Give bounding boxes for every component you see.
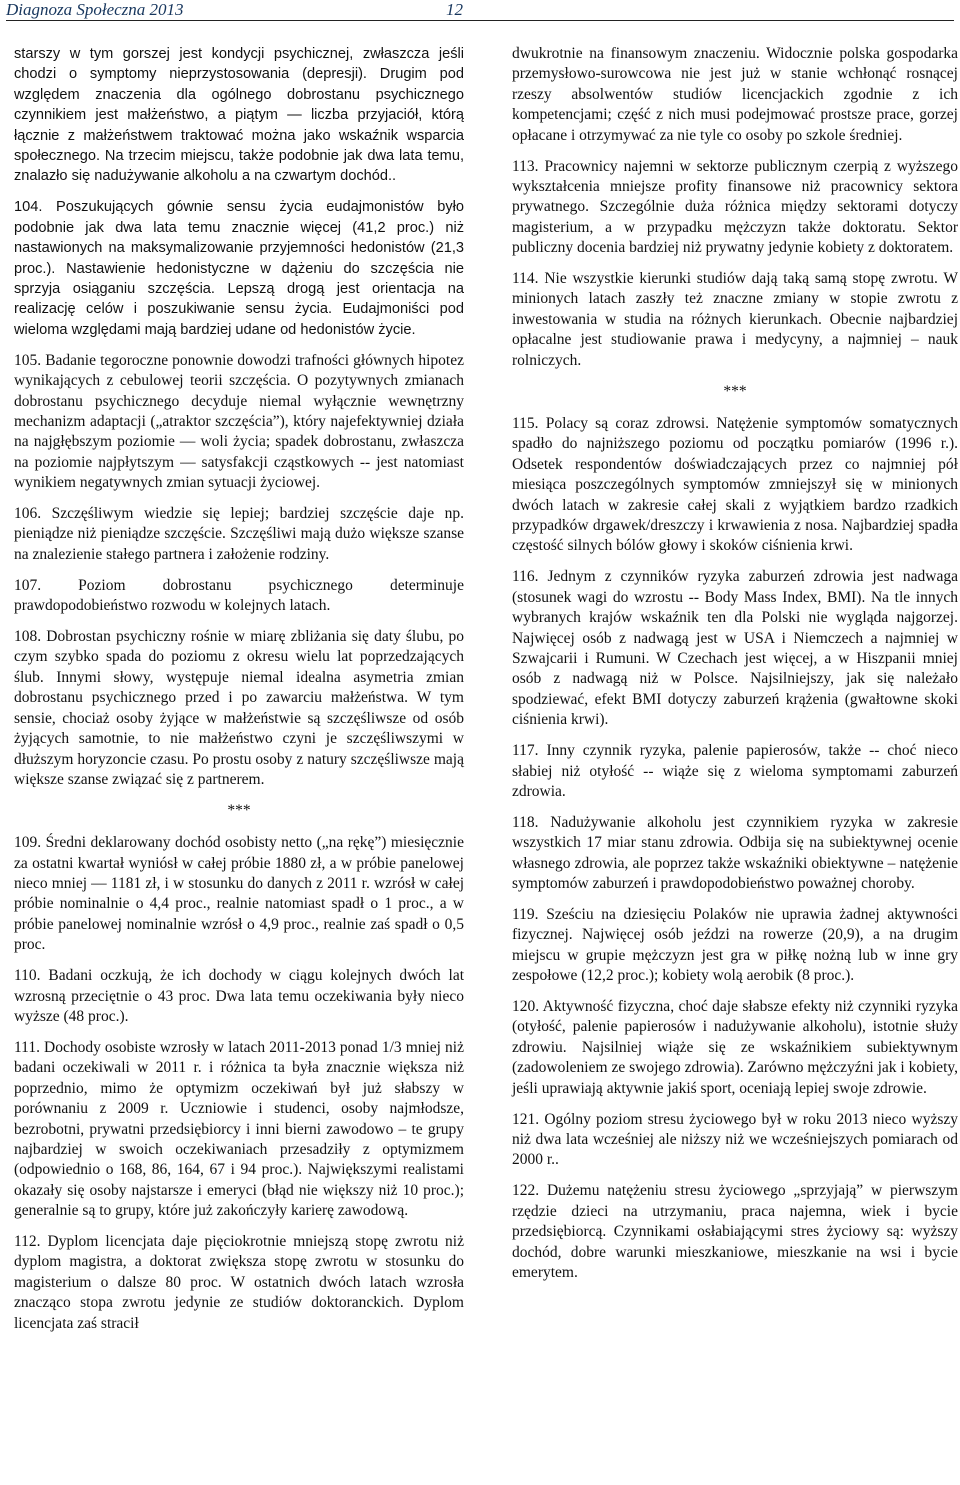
paragraph-103-continued: starszy w tym gorszej jest kondycji psychicznej, zwłaszcza jeśli chodzi o symptomy nieprzystosowania (depresji). Drugim pod względem znaczenia dla ogólnego dobrostanu psychicznego czynnikiem jest małżeństwo, a piątym — liczba przyjaciół, którą łącznie z małżeństwem traktować można jako wskaźnik wsparcia społecznego. Na trzecim miejscu, także podobnie jak dwa lata temu, znalazło się nadużywanie alkoholu a na czwartym dochód.. — [14, 46, 464, 185]
paragraph-108: 108. Dobrostan psychiczny rośnie w miarę zbliżania się daty ślubu, po czym szybko spada do poziomu z okresu wielu lat poprzedzających ślub. Innymi słowy, występuje niemal idealna asymetria zmian dobrostanu psychicznego przed i po zawarciu małżeństwa. W tym sensie, chociaż osoby żyjące w małżeństwie są szczęśliwsze od osób żyjących samotnie, to nie małżeństwo czyni je szczęśliwszymi w dłuższym horyzoncie czasu. Po prostu osoby z natury szczęśliwsze mają większe szanse związać się z partnerem. — [14, 628, 464, 788]
paragraph-111: 111. Dochody osobiste wzrosły w latach 2011-2013 ponad 1/3 mniej niż badani oczekiwali w 2011 r. i różnica ta była znacznie większa niż poprzednio, mimo że optymizm oczekiwań był już słabszy w porównaniu z 2009 r. Uczniowie i studenci, osoby najmłodsze, bezrobotni, prywatni przedsiębiorcy i inni bierni zawodowo – te grupy najbardziej w swoich oczekiwaniach przesadziły z optymizmem (odpowiednio o 168, 86, 164, 67 i 94 proc.). Największymi realistami okazały się osoby najstarsze i emeryci (błąd nie większy niż 10 proc.); generalnie są to grupy, które już zakończyły karierę zawodową. — [14, 1038, 464, 1220]
paragraph-120: 120. Aktywność fizyczna, choć daje słabsze efekty niż czynniki ryzyka (otyłość, palenie papierosów i nadużywanie alkoholu), istotnie służy zdrowiu. Najsilniej wiąże się ze wskaźnikiem subiektywnym (zadowoleniem ze swojego zdrowia). Zarówno mężczyźni jak i kobiety, jeśli uprawiają aktywnie jakiś sport, oceniają lepiej swoje zdrowie. — [512, 998, 958, 1097]
paragraph-116: 116. Jednym z czynników ryzyka zaburzeń zdrowia jest nadwaga (stosunek wagi do wzrostu -- Body Mass Index, BMI). Na tle innych wybranych krajów wskaźnik ten dla Polski nie wygląda najgorzej. Najwięcej osób z nadwagą jest w USA i Niemczech a najmniej w Szwajcarii i Rumuni. W Czechach jest więcej, a w Hiszpanii mniej osób z nadwagą niż w Polsce. Najsilniejszy, jak się należało spodziewać, efekt BMI dotyczy zaburzeń krążenia (gwałtowne skoki ciśnienia krwi). — [512, 568, 958, 729]
journal-title: Diagnoza Społeczna 2013 — [6, 0, 184, 19]
paragraph-122: 122. Dużemu natężeniu stresu życiowego „sprzyjają” w pierwszym rzędzie dzieci na utrzymaniu, praca najemna, wiek i bycie przedsiębiorcą. Czynnikami osłabiającymi stres życiowy są: wyższy dochód, dobre warunki mieszkaniowe, mieszkanie na wsi i bycie emerytem. — [512, 1182, 958, 1281]
paragraph-104: 104. Poszukujących gównie sensu życia eudajmonistów było podobnie jak dwa lata temu znacznie więcej (41,2 proc.) niż nastawionych na maksymalizowanie przyjemności hedonistów (21,3 proc.). Nastawienie hedonistyczne w dążeniu do szczęścia nie sprzyja osiąganiu szczęścia. Lepszą drogą jest orientacja na realizację celów i poszukiwanie sensu życia. Eudajmoniści pod wieloma względami mają bardziej udane od hedonistów życie. — [14, 199, 464, 338]
paragraph-105: 105. Badanie tegoroczne ponownie dowodzi trafności głównych hipotez wynikających z cebulowej teorii szczęścia. O pozytywnych zmianach dobrostanu psychicznego decyduje niemal wyłącznie wewnętrzny mechanizm adaptacji („atraktor szczęścia”), który najefektywniej działa na najgłębszym poziomie — woli życia; spadek dobrostanu, zwłaszcza na poziomie najpłytszym — satysfakcji cząstkowych -- jest natomiast wynikiem negatywnych zmian sytuacji życiowej. — [14, 351, 464, 492]
right-column — [512, 44, 958, 1294]
paragraph-109: 109. Średni deklarowany dochód osobisty netto („na rękę”) miesięcznie za ostatni kwartał wyniósł w całej próbie 1880 zł, a w próbie panelowej nieco mniej — 1181 zł, i w stosunku do danych z 2011 r. wzrósł w całej próbie nominalnie o 4,4 proc., realnie natomiast spadł o 1 proc., a w próbie panelowej nominalnie wzrósł o 4,9 proc., realnie zaś spadł o 0,5 proc. — [14, 834, 464, 954]
paragraph-118: 118. Nadużywanie alkoholu jest czynnikiem ryzyka w zakresie wszystkich 17 miar stanu zdrowia. Odbija się na subiektywnej ocenie własnego zdrowia, ale poprzez także wskaźniki obiektywne – natężenie symptomów zaburzeń i prawdopodobieństwo poważnej choroby. — [512, 813, 958, 893]
paragraph-117: 117. Inny czynnik ryzyka, palenie papierosów, także -- choć nieco słabiej niż otyłość -- wiąże się z wieloma symptomami zaburzeń zdrowia. — [512, 742, 958, 800]
paragraph-106: 106. Szczęśliwym wiedzie się lepiej; bardziej szczęście daje np. pieniądze niż pieniądze szczęście. Szczęśliwi mają dużo większe szanse na znalezienie stałego partnera i założenie rodziny. — [14, 505, 464, 563]
paragraph-113: 113. Pracownicy najemni w sektorze publicznym czerpią z wyższego wykształcenia mniejsze profity finansowe niż pracownicy sektora prywatnego. Szczególnie duża różnica między sektorami dotyczy magisterium, a w przypadku mężczyzn także doktoratu. Sektor publiczny docenia bardziej niż prywatny jedynie kobiety z doktoratem. — [512, 157, 958, 257]
paragraph-112-continued: dwukrotnie na finansowym znaczeniu. Widocznie polska gospodarka przemysłowo-surowcowa nie jest już w stanie wchłonąć rosnącej rzeszy absolwentów studiów licencjackich zgodnie z ich kompetencjami; część z nich musi podejmować prostsze prace, gorzej opłacane i otrzymywać za nie tyle co osoby po szkole średniej. — [512, 45, 958, 144]
paragraph-114: 114. Nie wszystkie kierunki studiów dają taką samą stopę zwrotu. W minionych latach zaszły też znaczne zmiany w stopie zwrotu z inwestowania w studia na różnych kierunkach. Obecnie najbardziej opłacalne jest studiowanie prawa i medycyny, a najmniej – nauk rolniczych. — [512, 270, 958, 369]
paragraph-121: 121. Ogólny poziom stresu życiowego był w roku 2013 nieco wyższy niż dwa lata wcześniej ale niższy niż we wcześniejszych pomiarach od 2000 r.. — [512, 1110, 958, 1169]
section-separator: *** — [227, 801, 251, 819]
paragraph-107: 107. Poziom dobrostanu psychicznego determinuje prawdopodobieństwo rozwodu w kolejnych latach. — [14, 576, 464, 615]
paragraph-115: 115. Polacy są coraz zdrowsi. Natężenie symptomów somatycznych spadło do najniższego poziomu od początku pomiarów (1996 r.). Odsetek respondentów doświadczających przez co najmniej pół miesiąca poszczególnych symptomów zmniejszył się w minionych dwóch latach w zakresie całej skali z wyjątkiem bardzo rzadkich przypadków drgawek/dreszczy i krwawienia z nosa. Najbardziej spadła częstość silnych bólów głowy i skoków ciśnienia krwi. — [512, 415, 958, 555]
paragraph-112: 112. Dyplom licencjata daje pięciokrotnie mniejszą stopę zwrotu niż dyplom magistra, a doktorat zwiększa stopę zwrotu w stosunku do magisterium o dalsze 80 proc. W ostatnich dwóch latach wzrosła znacząco stopa zwrotu jedynie ze studiów doktoranckich. Dyplom licencjata zaś stracił — [14, 1233, 464, 1332]
page-number: 12 — [446, 0, 463, 19]
paragraph-119: 119. Sześciu na dziesięciu Polaków nie uprawia żadnej aktywności fizycznej. Najwięcej osób jeździ na rowerze (20,9), a na drugim miejscu w grupie mężczyzn jest gra w piłkę nożną lub w inne gry zespołowe (12,2 proc.); kobiety wolą aerobik (8 proc.). — [512, 905, 958, 985]
page-header — [6, 0, 954, 21]
left-column — [14, 44, 464, 1345]
section-separator: *** — [723, 382, 747, 400]
paragraph-110: 110. Badani oczkują, że ich dochody w ciągu kolejnych dwóch lat wzrosną przeciętnie o 43 proc. Dwa lata temu oczekiwania były nieco wyższe (48 proc.). — [14, 967, 464, 1025]
